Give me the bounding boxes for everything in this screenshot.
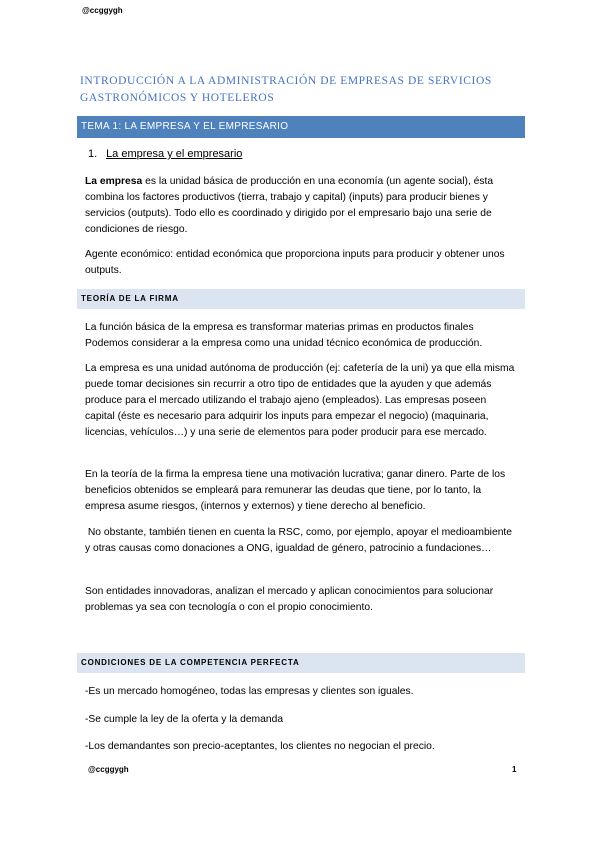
paragraph-empresa-text: es la unidad básica de producción en una economía (un agente social), ésta combina los factores productivos (tierra, trabajo y capital) (inputs) para producir bienes y servicios (outputs). Todo ello es coordinado y dirigido por el empresario bajo una serie de condiciones de riesgo. [85, 176, 494, 235]
list-item: -Se cumple la ley de la oferta y la demanda [85, 714, 284, 725]
paragraph-motivacion: En la teoría de la firma la empresa tiene una motivación lucrativa; ganar dinero. Parte de los beneficios obtenidos se empleará para remunerar las deudas que tiene, por lo tanto, la empresa asume riesgos, (internos y externos) y tiene derecho al beneficio. [85, 469, 506, 512]
section-heading-competencia: CONDICIONES DE LA COMPETENCIA PERFECTA [77, 653, 525, 673]
paragraph-autonoma: La empresa es una unidad autónoma de producción (ej: cafetería de la uni) ya que ella misma puede tomar decisiones sin recurrir a otro tipo de entidades que la ayuden y que además produce para el mercado utilizando el trabajo ajeno (empleados). Las empresas poseen capital (éste es necesario para adquirir los inputs para empezar el negocio) (maquinaria, licencias, vehículos…) y una serie de elementos para poder producir para ese mercado. [85, 363, 515, 438]
section-heading-tema1: TEMA 1: LA EMPRESA Y EL EMPRESARIO [77, 116, 525, 138]
header-watermark: @ccggygh [82, 6, 123, 15]
paragraph-funcion: La función básica de la empresa es transformar materias primas en productos finales Podemos considerar a la empresa como una unidad técnico económica de producción. [85, 322, 483, 349]
document-title [80, 73, 520, 107]
subsection-heading [88, 148, 242, 160]
footer-watermark: @ccggygh [88, 765, 129, 774]
list-item: -Es un mercado homogéneo, todas las empresas y clientes son iguales. [85, 686, 414, 697]
title-line-1: INTRODUCCIÓN A LA ADMINISTRACIÓN DE EMPRESAS DE SERVICIOS [80, 75, 492, 87]
list-item: -Los demandantes son precio-aceptantes, los clientes no negocian el precio. [85, 741, 435, 752]
subsection-number: 1. [88, 148, 98, 160]
paragraph-empresa-bold: La empresa [85, 176, 143, 187]
paragraph-rsc: No obstante, también tienen en cuenta la RSC, como, por ejemplo, apoyar el medioambiente y otras causas como donaciones a ONG, igualdad de género, patrocinio a fundaciones… [85, 527, 515, 554]
paragraph-empresa [85, 174, 515, 238]
paragraph-agente: Agente económico: entidad económica que proporciona inputs para producir y obtener unos outputs. [85, 249, 505, 276]
title-line-2: GASTRONÓMICOS Y HOTELEROS [80, 92, 275, 104]
page-number: 1 [512, 765, 517, 774]
subsection-label: La empresa y el empresario [106, 148, 243, 160]
section-heading-teoria: TEORÍA DE LA FIRMA [77, 289, 525, 309]
paragraph-innovadoras: Son entidades innovadoras, analizan el mercado y aplican conocimientos para solucionar problemas ya sea con tecnología o con el propio conocimiento. [85, 586, 494, 613]
